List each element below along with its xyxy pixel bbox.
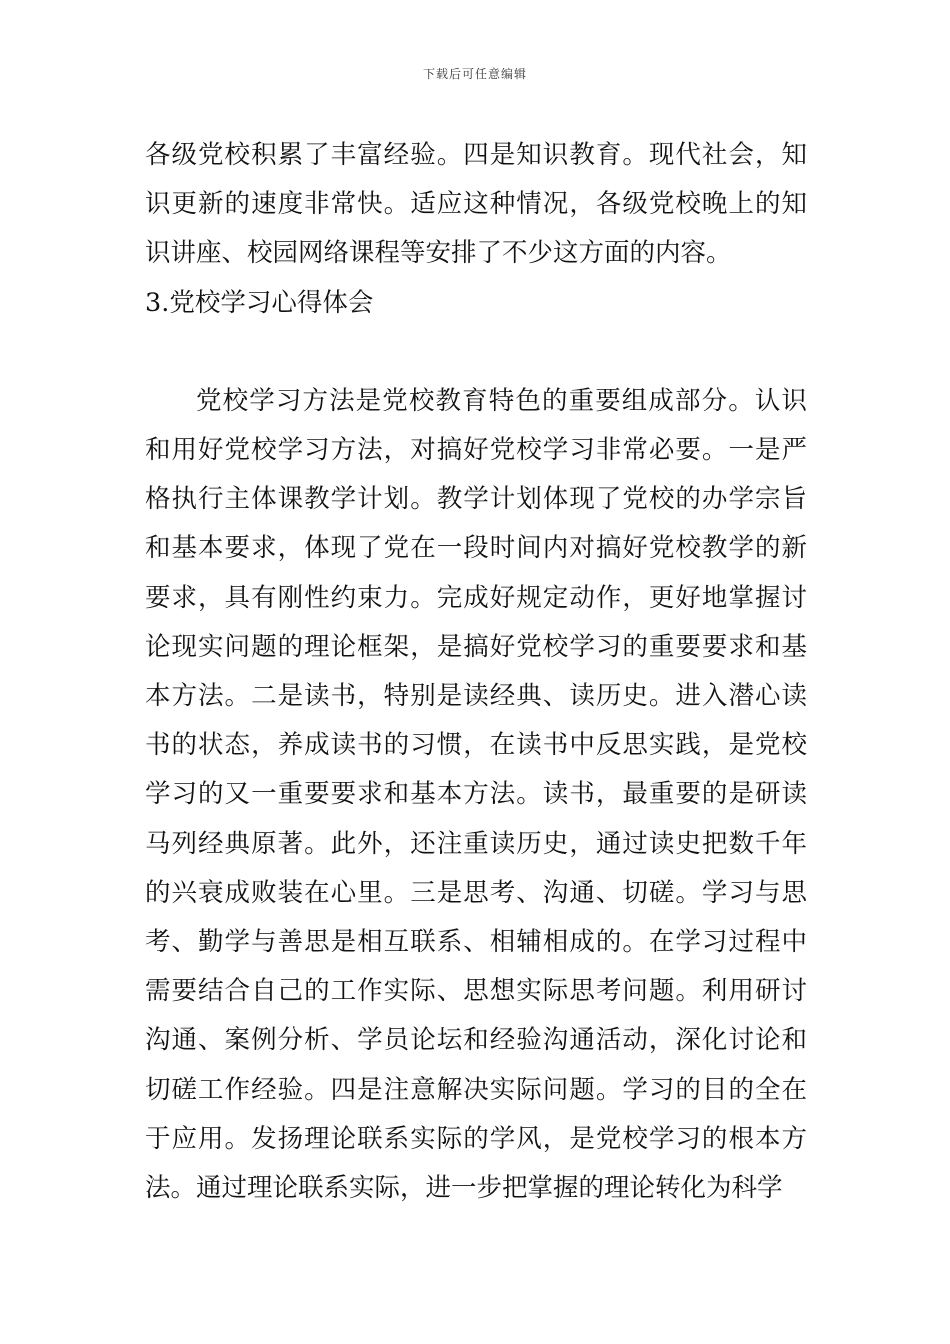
section-heading: 3.党校学习心得体会 — [145, 287, 374, 318]
body-paragraph: 党校学习方法是党校教育特色的重要组成部分。认识和用好党校学习方法，对搞好党校学习非常必要。一是严格执行主体课教学计划。教学计划体现了党校的办学宗旨和基本要求，体现了党在一段时间内对搞好党校教学的新要求，具有刚性约束力。完成好规定动作，更好地掌握讨论现实问题的理论框架，是搞好党校学习的重要要求和基本方法。二是读书，特别是读经典、读历史。进入潜心读书的状态，养成读书的习惯，在读书中反思实践，是党校学习的又一重要要求和基本方法。读书，最重要的是研读马列经典原著。此外，还注重读历史，通过读史把数千年的兴衰成败装在心里。三是思考、沟通、切磋。学习与思考、勤学与善思是相互联系、相辅相成的。在学习过程中需要结合自己的工作实际、思想实际思考问题。利用研讨沟通、案例分析、学员论坛和经验沟通活动，深化讨论和切磋工作经验。四是注意解决实际问题。学习的目的全在于应用。发扬理论联系实际的学风，是党校学习的根本方法。通过理论联系实际，进一步把掌握的理论转化为科学 — [145, 385, 807, 1204]
continuation-paragraph: 各级党校积累了丰富经验。四是知识教育。现代社会，知识更新的速度非常快。适应这种情况，各级党校晚上的知识讲座、校园网络课程等安排了不少这方面的内容。 — [145, 140, 807, 269]
section-spacer — [145, 328, 807, 377]
page-header: 下载后可任意编辑 — [422, 67, 527, 81]
document-body — [145, 131, 807, 1213]
